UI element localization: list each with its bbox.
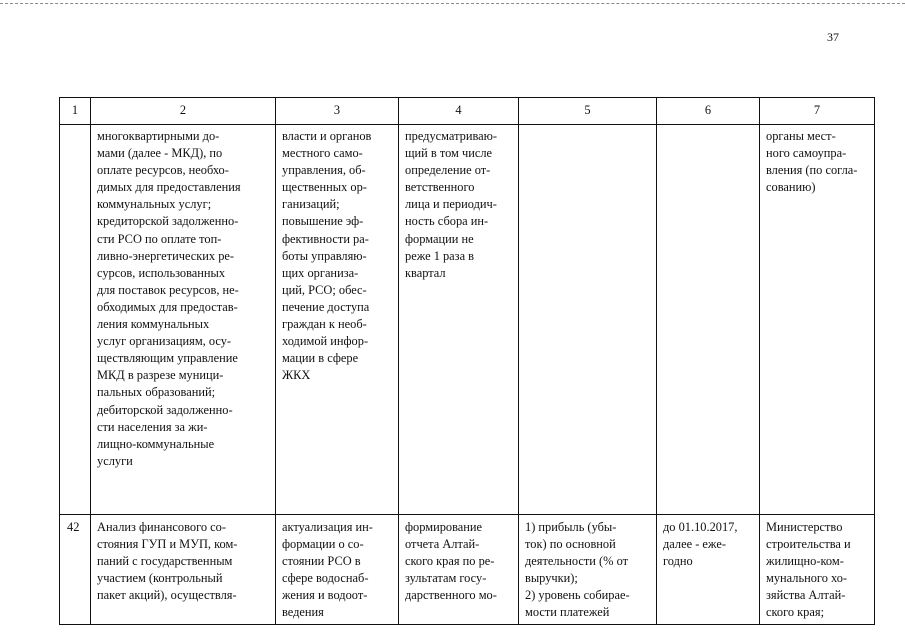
table-cell: Министерство строительства и жилищно-ком- мунального хо- зяйства Алтай- ского края; — [760, 515, 875, 625]
table-cell: формирование отчета Алтай- ского края по ре- зультатам госу- дарственного мо- — [399, 515, 519, 625]
table-cell: власти и органов местного само- управления, об- щественных ор- ганизаций; повышение эф- фективности ра- боты управляю- щих организа- ций, РСО; обес- печение доступа граждан к необ- ходимой инфор- мации в сфере ЖКХ — [276, 125, 399, 515]
column-header: 7 — [760, 98, 875, 125]
column-header: 1 — [60, 98, 91, 125]
table-row — [60, 515, 875, 625]
table-cell: до 01.10.2017, далее - еже- годно — [657, 515, 760, 625]
table-header-row — [60, 98, 875, 125]
table-cell: предусматриваю- щий в том числе определение от- ветственного лица и периодич- ность сбора ин- формации не реже 1 раза в квартал — [399, 125, 519, 515]
table-cell: 1) прибыль (убы- ток) по основной деятельности (% от выручки); 2) уровень собирае- мости платежей — [519, 515, 657, 625]
column-header: 6 — [657, 98, 760, 125]
table-cell: органы мест- ного самоупра- вления (по согла- сованию) — [760, 125, 875, 515]
table-cell: многоквартирными до- мами (далее - МКД), по оплате ресурсов, необхо- димых для предоставления коммунальных услуг; кредиторской задолженно- сти РСО по оплате топ- ливно-энергетических ре- сурсов, использованных для поставок ресурсов, не- обходимых для предостав- ления коммунальных услуг организациям, осу- ществляющим управление МКД в разрезе муници- пальных образований; дебиторской задолженно- сти населения за жи- лищно-коммунальные услуги — [91, 125, 276, 515]
table-cell-number — [60, 125, 91, 515]
page-number: 37 — [827, 30, 839, 44]
scan-edge-line — [0, 3, 905, 4]
table-cell-number: 42 — [60, 515, 91, 625]
column-header: 5 — [519, 98, 657, 125]
table-cell — [657, 125, 760, 515]
table-cell: Анализ финансового со- стояния ГУП и МУП, ком- паний с государственным участием (контрольный пакет акций), осуществля- — [91, 515, 276, 625]
table-row — [60, 125, 875, 515]
column-header: 2 — [91, 98, 276, 125]
column-header: 3 — [276, 98, 399, 125]
measures-table — [59, 97, 875, 625]
table-cell: актуализация ин- формации о со- стоянии РСО в сфере водоснаб- жения и водоот- ведения — [276, 515, 399, 625]
table-cell — [519, 125, 657, 515]
column-header: 4 — [399, 98, 519, 125]
